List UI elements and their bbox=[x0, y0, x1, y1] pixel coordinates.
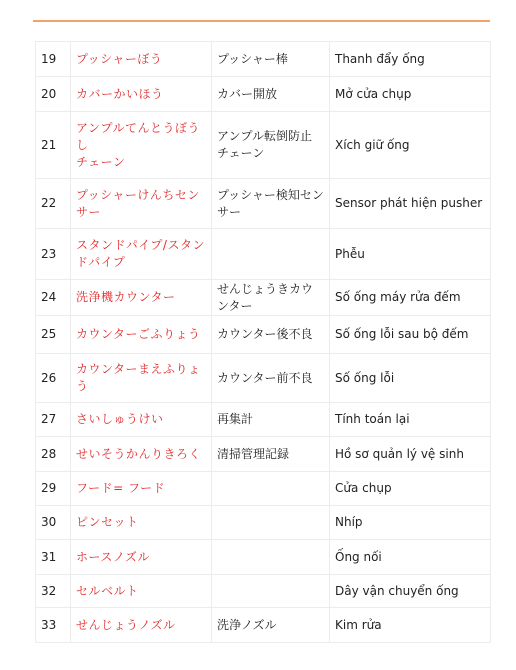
row-number: 28 bbox=[36, 437, 71, 472]
vietnamese-meaning: Số ống lỗi sau bộ đếm bbox=[330, 316, 491, 354]
kanji-term bbox=[212, 575, 330, 608]
row-number: 23 bbox=[36, 229, 71, 280]
row-number: 19 bbox=[36, 42, 71, 77]
kanji-term: カバー開放 bbox=[212, 77, 330, 112]
kana-term: プッシャーぼう bbox=[71, 42, 212, 77]
table-row bbox=[36, 608, 491, 643]
kanji-term: カウンター前不良 bbox=[212, 354, 330, 403]
table-row bbox=[36, 472, 491, 506]
kana-term: ホースノズル bbox=[71, 540, 212, 575]
kana-term: ピンセット bbox=[71, 506, 212, 540]
row-number: 21 bbox=[36, 112, 71, 179]
table-row bbox=[36, 77, 491, 112]
kana-term: カウンターまえふりょう bbox=[71, 354, 212, 403]
kanji-term: 洗浄ノズル bbox=[212, 608, 330, 643]
table-row bbox=[36, 506, 491, 540]
row-number: 29 bbox=[36, 472, 71, 506]
kanji-term: せんじょうきカウンター bbox=[212, 280, 330, 316]
kana-term: スタンドパイプ/スタンドパイプ bbox=[71, 229, 212, 280]
vocabulary-table bbox=[35, 41, 491, 643]
table-row bbox=[36, 179, 491, 229]
vietnamese-meaning: Thanh đẩy ống bbox=[330, 42, 491, 77]
row-number: 30 bbox=[36, 506, 71, 540]
row-number: 27 bbox=[36, 403, 71, 437]
kana-term: 洗浄機カウンター bbox=[71, 280, 212, 316]
table-row bbox=[36, 316, 491, 354]
kanji-term: 清掃管理記録 bbox=[212, 437, 330, 472]
table-row bbox=[36, 354, 491, 403]
table-row bbox=[36, 229, 491, 280]
table-row bbox=[36, 437, 491, 472]
vietnamese-meaning: Cửa chụp bbox=[330, 472, 491, 506]
kanji-term: プッシャー検知センサー bbox=[212, 179, 330, 229]
kana-term: さいしゅうけい bbox=[71, 403, 212, 437]
row-number: 20 bbox=[36, 77, 71, 112]
vietnamese-meaning: Số ống máy rửa đếm bbox=[330, 280, 491, 316]
kanji-term bbox=[212, 472, 330, 506]
row-number: 26 bbox=[36, 354, 71, 403]
header-divider bbox=[33, 20, 490, 22]
row-number: 33 bbox=[36, 608, 71, 643]
table-row bbox=[36, 42, 491, 77]
vietnamese-meaning: Kim rửa bbox=[330, 608, 491, 643]
row-number: 32 bbox=[36, 575, 71, 608]
kana-term: カウンターごふりょう bbox=[71, 316, 212, 354]
table-row bbox=[36, 112, 491, 179]
kana-term: プッシャーけんちセンサー bbox=[71, 179, 212, 229]
kanji-term: アンプル転倒防止チェーン bbox=[212, 112, 330, 179]
table-row bbox=[36, 540, 491, 575]
kana-term: せんじょうノズル bbox=[71, 608, 212, 643]
kanji-term: 再集計 bbox=[212, 403, 330, 437]
kanji-term bbox=[212, 506, 330, 540]
kana-term: カバーかいほう bbox=[71, 77, 212, 112]
vietnamese-meaning: Nhíp bbox=[330, 506, 491, 540]
vietnamese-meaning: Ống nối bbox=[330, 540, 491, 575]
table-row bbox=[36, 575, 491, 608]
vietnamese-meaning: Phễu bbox=[330, 229, 491, 280]
row-number: 31 bbox=[36, 540, 71, 575]
kanji-term: プッシャー棒 bbox=[212, 42, 330, 77]
vietnamese-meaning: Xích giữ ống bbox=[330, 112, 491, 179]
row-number: 25 bbox=[36, 316, 71, 354]
vietnamese-meaning: Dây vận chuyển ống bbox=[330, 575, 491, 608]
kanji-term bbox=[212, 229, 330, 280]
kanji-term: カウンター後不良 bbox=[212, 316, 330, 354]
vietnamese-meaning: Hồ sơ quản lý vệ sinh bbox=[330, 437, 491, 472]
vietnamese-meaning: Tính toán lại bbox=[330, 403, 491, 437]
table-row bbox=[36, 280, 491, 316]
kana-term: せいそうかんりきろく bbox=[71, 437, 212, 472]
kana-term: フード= フード bbox=[71, 472, 212, 506]
vietnamese-meaning: Sensor phát hiện pusher bbox=[330, 179, 491, 229]
vietnamese-meaning: Số ống lỗi bbox=[330, 354, 491, 403]
kana-term: セルベルト bbox=[71, 575, 212, 608]
kana-term: アンプルてんとうぼうし チェーン bbox=[71, 112, 212, 179]
table-row bbox=[36, 403, 491, 437]
row-number: 22 bbox=[36, 179, 71, 229]
kanji-term bbox=[212, 540, 330, 575]
row-number: 24 bbox=[36, 280, 71, 316]
vietnamese-meaning: Mở cửa chụp bbox=[330, 77, 491, 112]
